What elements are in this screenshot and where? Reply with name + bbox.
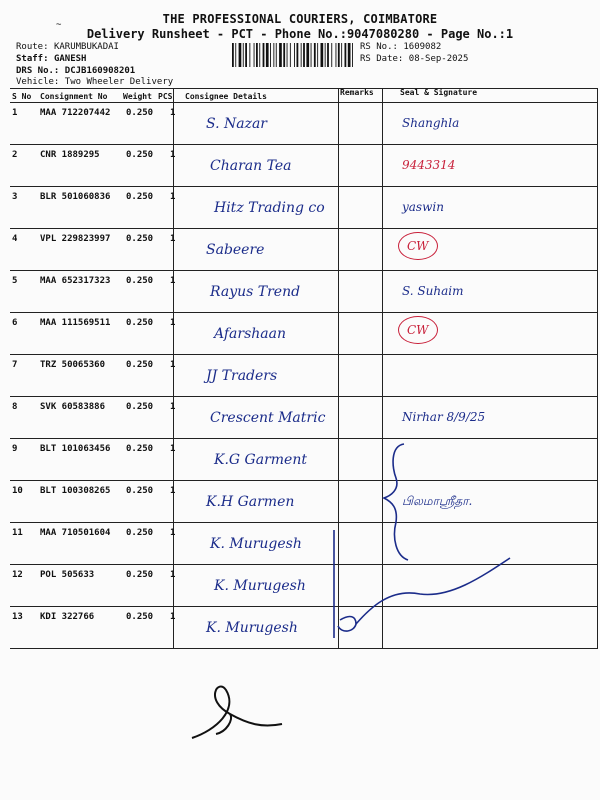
header-remarks: Remarks (340, 88, 374, 97)
table-row (10, 102, 598, 144)
drs-label: DRS No.: (16, 66, 60, 76)
row-weight: 0.250 (126, 444, 154, 454)
row-sno: 6 (12, 318, 18, 328)
row-seal-signature: yaswin (402, 200, 444, 214)
table-row (10, 144, 598, 186)
corner-mark: ~ (56, 20, 62, 30)
row-pcs: 1 (170, 108, 176, 118)
row-sno: 5 (12, 276, 18, 286)
rs-no-label: RS No.: (360, 42, 398, 52)
table-row (10, 312, 598, 354)
row-sno: 11 (12, 528, 23, 538)
vehicle-value: Two Wheeler Delivery (64, 77, 174, 87)
table-row (10, 354, 598, 396)
rs-date-label: RS Date: (360, 54, 404, 64)
header-details: Consignee Details (185, 92, 267, 101)
row-weight: 0.250 (126, 570, 154, 580)
row-consignment-no: BLT 100308265 (40, 486, 111, 496)
row-consignee-handwritten: K.H Garmen (206, 494, 295, 510)
staff-value: GANESH (53, 54, 87, 64)
row-seal-signature: பிலமாஸ்ரீதா. (402, 494, 473, 508)
row-consignee-handwritten: Afarshaan (214, 326, 286, 342)
route-value: KARUMBUKADAI (53, 42, 119, 52)
row-pcs: 1 (170, 528, 176, 538)
row-sno: 12 (12, 570, 23, 580)
row-sno: 4 (12, 234, 18, 244)
row-pcs: 1 (170, 444, 176, 454)
table-row (10, 228, 598, 270)
header-weight: Weight (123, 92, 152, 101)
row-sno: 7 (12, 360, 18, 370)
drs-value: DCJB160908201 (64, 66, 136, 76)
runsheet-table (10, 88, 598, 648)
row-consignee-handwritten: Sabeere (206, 242, 265, 258)
row-weight: 0.250 (126, 360, 154, 370)
row-pcs: 1 (170, 360, 176, 370)
row-consignee-handwritten: K. Murugesh (206, 620, 298, 636)
row-pcs: 1 (170, 234, 176, 244)
header-sno: S No (12, 92, 32, 101)
rs-no-line (360, 42, 441, 52)
vehicle-line (16, 77, 173, 87)
row-seal-signature: CW (398, 316, 438, 344)
row-weight: 0.250 (126, 486, 154, 496)
row-consignee-handwritten: Rayus Trend (210, 284, 301, 300)
row-consignment-no: SVK 60583886 (40, 402, 106, 412)
row-consignee-handwritten: K. Murugesh (210, 536, 302, 552)
row-pcs: 1 (170, 612, 176, 622)
handwritten-brackets (330, 438, 550, 658)
company-name: THE PROFESSIONAL COURIERS, COIMBATORE (162, 12, 438, 26)
row-sno: 1 (12, 108, 18, 118)
header-pcs: PCS (158, 92, 173, 101)
row-seal-signature: 9443314 (402, 158, 456, 172)
row-consignee-handwritten: S. Nazar (206, 116, 268, 132)
row-consignment-no: MAA 710501604 (40, 528, 111, 538)
runsheet-subtitle: Delivery Runsheet - PCT - Phone No.:9047080280 - Page No.:1 (86, 27, 514, 41)
row-sno: 13 (12, 612, 23, 622)
header-consignment: Consignment No (40, 92, 108, 101)
row-weight: 0.250 (126, 402, 154, 412)
row-consignment-no: MAA 652317323 (40, 276, 111, 286)
row-consignee-handwritten: Charan Tea (210, 158, 292, 174)
row-consignee-handwritten: JJ Traders (206, 368, 278, 384)
row-sno: 9 (12, 444, 18, 454)
row-consignment-no: TRZ 50065360 (40, 360, 106, 370)
handwritten-signature-bottom (186, 670, 306, 746)
row-consignment-no: CNR 1889295 (40, 150, 100, 160)
row-pcs: 1 (170, 570, 176, 580)
row-weight: 0.250 (126, 108, 154, 118)
row-sno: 2 (12, 150, 18, 160)
row-sno: 10 (12, 486, 23, 496)
row-consignment-no: VPL 229823997 (40, 234, 111, 244)
header-seal: Seal & Signature (400, 88, 478, 97)
row-seal-signature: CW (398, 232, 438, 260)
row-consignment-no: BLT 101063456 (40, 444, 111, 454)
row-consignee-handwritten: Crescent Matric (210, 410, 326, 426)
row-weight: 0.250 (126, 150, 154, 160)
row-seal-signature: S. Suhaim (402, 284, 464, 298)
row-consignment-no: POL 505633 (40, 570, 95, 580)
row-pcs: 1 (170, 276, 176, 286)
rs-date-value: 08-Sep-2025 (408, 54, 469, 64)
row-pcs: 1 (170, 486, 176, 496)
row-seal-signature: Shanghla (402, 116, 460, 130)
table-row (10, 270, 598, 312)
row-pcs: 1 (170, 402, 176, 412)
row-seal-signature: Nirhar 8/9/25 (402, 410, 486, 424)
row-weight: 0.250 (126, 276, 154, 286)
row-weight: 0.250 (126, 192, 154, 202)
row-consignee-handwritten: K. Murugesh (214, 578, 306, 594)
row-consignment-no: MAA 111569511 (40, 318, 111, 328)
row-sno: 3 (12, 192, 18, 202)
route-label: Route: (16, 42, 49, 52)
row-consignment-no: BLR 501060836 (40, 192, 111, 202)
rs-no-value: 1609082 (403, 42, 442, 52)
row-consignee-handwritten: K.G Garment (214, 452, 307, 468)
staff-line (16, 54, 86, 64)
row-consignee-handwritten: Hitz Trading co (214, 200, 325, 216)
row-weight: 0.250 (126, 612, 154, 622)
rs-date-line (360, 54, 468, 64)
row-consignment-no: MAA 712207442 (40, 108, 111, 118)
table-top-rule (10, 88, 598, 89)
row-weight: 0.250 (126, 234, 154, 244)
row-weight: 0.250 (126, 528, 154, 538)
row-pcs: 1 (170, 318, 176, 328)
row-weight: 0.250 (126, 318, 154, 328)
row-consignment-no: KDI 322766 (40, 612, 95, 622)
table-row (10, 396, 598, 438)
drs-line (16, 66, 135, 76)
row-pcs: 1 (170, 150, 176, 160)
vehicle-label: Vehicle: (16, 77, 60, 87)
table-row (10, 186, 598, 228)
row-sno: 8 (12, 402, 18, 412)
row-pcs: 1 (170, 192, 176, 202)
barcode-image (230, 41, 356, 69)
route-line (16, 42, 119, 52)
staff-label: Staff: (16, 54, 49, 64)
